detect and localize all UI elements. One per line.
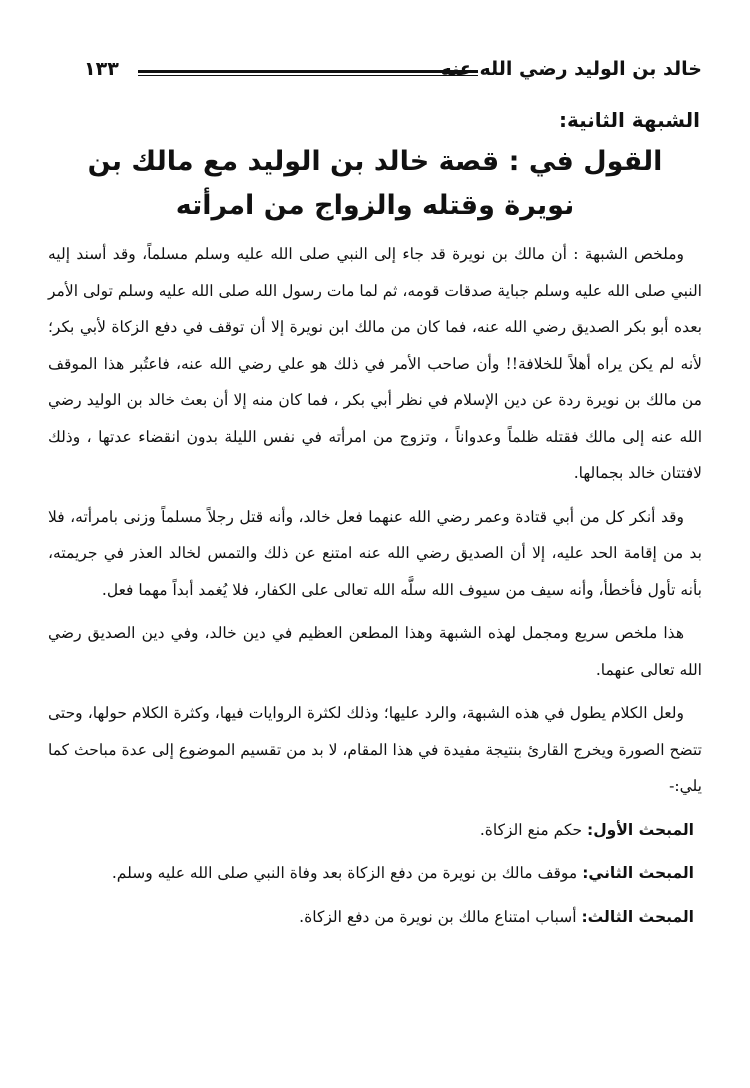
section-item-label: المبحث الثاني:: [582, 864, 694, 882]
section-item-text: موقف مالك بن نويرة من دفع الزكاة بعد وفاة النبي صلى الله عليه وسلم.: [111, 864, 578, 882]
running-header-title: خالد بن الوليد رضي الله عنه: [440, 58, 702, 80]
section-item: [48, 812, 702, 849]
section-item-label: المبحث الأول:: [587, 820, 694, 839]
page-number: ١٣٣: [84, 58, 119, 80]
body-text: [48, 236, 702, 942]
chapter-title: القول في : قصة خالد بن الوليد مع مالك بن نويرة وقتله والزواج من امرأته: [87, 146, 663, 221]
paragraph-outline-intro: ولعل الكلام يطول في هذه الشبهة، والرد عليها؛ وذلك لكثرة الروايات فيها، وكثرة الكلام حولها، وحتى تتضح الصورة ويخرج القارئ بنتيجة مفيدة في هذا المقام، لا بد من تقسيم الموضوع إلى عدة مباحث كما يلي:-: [48, 704, 702, 795]
header-rule: [138, 70, 478, 73]
section-item: [48, 855, 702, 892]
section-item-text: أسباب امتناع مالك بن نويرة من دفع الزكاة.: [299, 907, 577, 926]
section-item-text: حكم منع الزكاة.: [479, 820, 583, 839]
section-item: [48, 899, 702, 936]
paragraph-objection: وقد أنكر كل من أبي قتادة وعمر رضي الله عنهما فعل خالد، وأنه قتل رجلاً مسلماً وزنى بامرأته، فلا بد من إقامة الحد عليه، إلا أن الصديق رضي الله عنه امتنع عن ذلك والتمس لخالد العذر في جريمته، بأنه تأول فأخطأ، وأنه سيف من سيوف الله سلَّه الله تعالى على الكفار، فلا يُغمد أبداً مهما فعل.: [48, 507, 702, 599]
section-label: الشبهة الثانية:: [558, 108, 700, 132]
section-item-label: المبحث الثالث:: [581, 907, 694, 926]
paragraph-overview: هذا ملخص سريع ومجمل لهذه الشبهة وهذا المطعن العظيم في دين خالد، وفي دين الصديق رضي الله تعالى عنهما.: [48, 624, 702, 679]
paragraph-summary: وملخص الشبهة : أن مالك بن نويرة قد جاء إلى النبي صلى الله عليه وسلم مسلماً، وقد أسند إليه النبي صلى الله عليه وسلم جباية صدقات قومه، ثم لما مات رسول الله صلى الله عليه وسلم تولى الأمر بعده أبو بكر الصديق رضي الله عنه، فما كان من مالك ابن نويرة إلا أن توقف في دفع الزكاة لأبي بكر؛ لأنه لم يكن يراه أهلاً للخلافة!! وأن صاحب الأمر في ذلك هو علي رضي الله عنه، فاعتُبر هذا الموقف من مالك بن نويرة ردة عن دين الإسلام في نظر أبي بكر ، فما كان منه إلا أن بعث خالد بن الوليد رضي الله عنه إلى مالك فقتله ظلماً وعدواناً ، وتزوج من امرأته في نفس الليلة بدون انقضاء عدتها ، وذلك لافتتان خالد بجمالها.: [48, 245, 702, 482]
